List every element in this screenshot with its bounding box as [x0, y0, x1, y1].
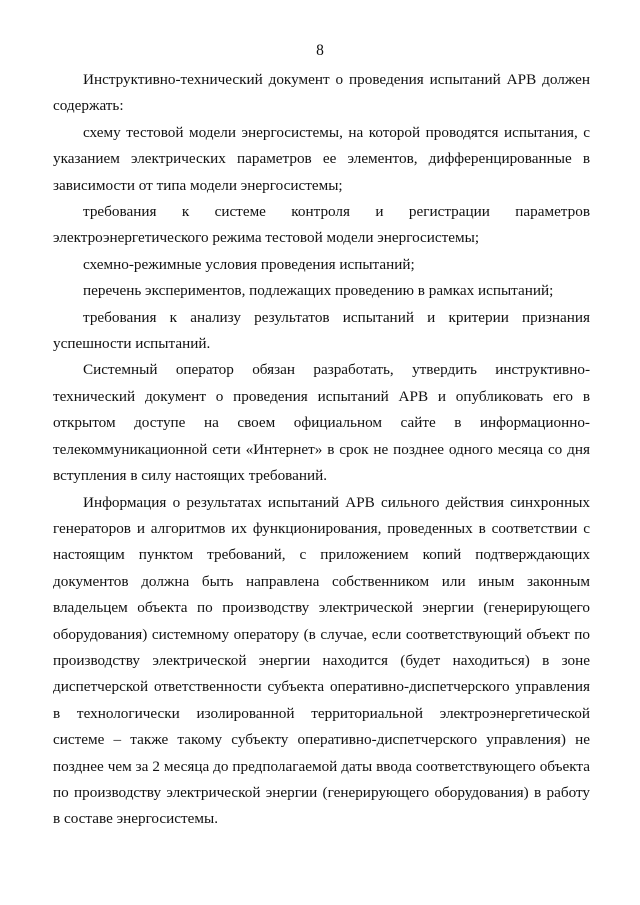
paragraph-intro: Инструктивно-технический документ о проведения испытаний АРВ должен содержать:: [53, 71, 590, 115]
paragraph-list-item-mode-conditions: схемно-режимные условия проведения испытаний;: [83, 255, 415, 273]
paragraph-system-operator-obligation: Системный оператор обязан разработать, утвердить инструктивно-технический документ о проведения испытаний АРВ и опубликовать его в открытом доступе на своем официальном сайте в информационно-телекоммуникационной сети «Интернет» в срок не позднее одного месяца со дня вступления в силу настоящих требований.: [53, 361, 590, 485]
paragraph-list-item-model-scheme: схему тестовой модели энергосистемы, на которой проводятся испытания, с указанием электрических параметров ее элементов, дифференцированные в зависимости от типа модели энергосистемы;: [53, 123, 590, 194]
page-number: 8: [316, 42, 324, 59]
paragraph-list-item-control-requirements: требования к системе контроля и регистрации параметров электроэнергетического режима тестовой модели энергосистемы;: [53, 203, 590, 247]
paragraph-list-item-experiments: перечень экспериментов, подлежащих проведению в рамках испытаний;: [83, 282, 554, 300]
paragraph-list-item-analysis-requirements: требования к анализу результатов испытаний и критерии признания успешности испытаний.: [53, 308, 590, 353]
paragraph-results-information: Информация о результатах испытаний АРВ сильного действия синхронных генераторов и алгоритмов их функционирования, проведенных в соответствии с настоящим пунктом требований, с приложением копий подтверждающих документов должна быть направлена собственником или иным законным владельцем объекта по производству электрической энергии (генерирующего оборудования) системному оператору (в случае, если соответствующий объект по производству электрической энергии находится (будет находиться) в зоне диспетчерской ответственности субъекта оперативно-диспетчерского управления в технологически изолированной территориальной электроэнергетической системе – также такому субъекту оперативно-диспетчерского управления) не позднее чем за 2 месяца до предполагаемой даты ввода соответствующего объекта по производству электрической энергии (генерирующего оборудования) в работу в составе энергосистемы.: [53, 493, 590, 828]
document-body: [53, 67, 590, 833]
